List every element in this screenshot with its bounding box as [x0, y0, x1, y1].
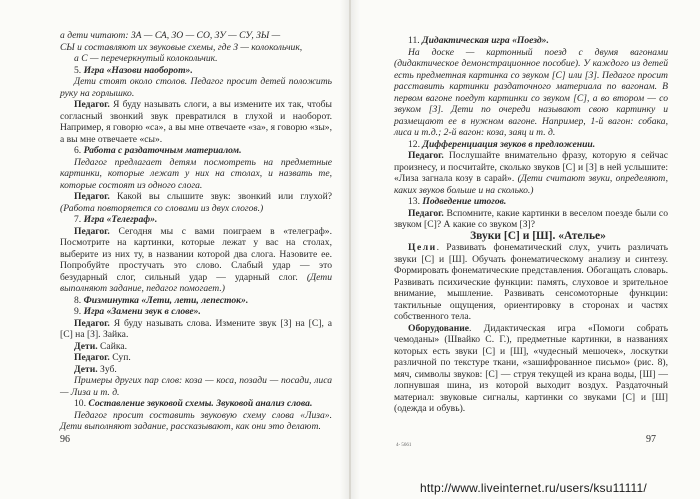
item-title: Игра «Назови наоборот».	[83, 64, 193, 76]
speech-text: Сайка.	[100, 340, 127, 352]
speaker-label: Дети.	[74, 363, 98, 375]
speech-text: Сегодня мы с вами поиграем в «телеграф». Посмотрите на картинки, которые лежат у вас на столах, выберите из них ту, в названии которой два слога. Назовите ее. Попробуйте простучать это слово. Слабый удар — это безударный слог, сильный удар — ударный слог.	[60, 225, 332, 283]
text-line: а С — перечеркнутый колокольчик.	[74, 53, 218, 64]
children-paragraph	[60, 341, 332, 353]
item-5	[60, 65, 332, 77]
item-number: 13.	[408, 196, 420, 207]
speech-text: Какой вы слышите звук: звонкий или глухой?	[117, 191, 332, 202]
teacher-paragraph	[60, 99, 332, 145]
item-number: 10.	[74, 398, 86, 409]
watermark-url: http://www.liveinternet.ru/users/ksu11111/	[420, 481, 647, 495]
stage-note: (Дети выполняют задание, педагог помогает.)	[60, 271, 332, 294]
speech-text: Зуб.	[100, 363, 117, 375]
left-page	[60, 30, 332, 433]
children-paragraph	[60, 364, 332, 376]
item-number: 11.	[408, 35, 420, 46]
item-number: 7.	[74, 214, 82, 225]
speaker-label: Педагог.	[74, 352, 110, 363]
speech-text: Я буду называть слоги, а вы измените их так, чтобы согласный звонкий звук превратился в глухой и наоборот. Например, я говорю «са», а вы мне отвечаете «за», я говорю «зы», а вы мне отвечаете «сы».	[60, 99, 332, 145]
goals-label: Цели	[408, 242, 437, 253]
text-line: СЫ и составляют их звуковые схемы, где З — колокольчик,	[60, 41, 303, 53]
equipment-text: . Дидактическая игра «Помоги собрать чемоданы» (Швайко С. Г.), предметные картинки, в названиях которых есть звуки [С] и [Ш], «чудесный мешочек», лоскутки различной по текстуре ткани, «зашифрованное письмо» (рис. 8), мяч, символы звуков: [С] — струя текущей из крана воды, [Ш] — лопнувшая шина, из которой выходит воздух. Раздаточный материал: звуковые сигналы, картинки со звуками [С] и [Ш] (одежда и обувь).	[394, 322, 668, 414]
item-number: 8.	[74, 294, 82, 306]
item-title: Игра «Замени звук в слове».	[83, 306, 201, 317]
right-page	[394, 35, 668, 415]
page-number-right: 97	[646, 434, 656, 445]
speaker-label: Педагог.	[408, 207, 444, 219]
item-12	[394, 139, 668, 151]
stage-note: (Работа повторяется со словами из двух слогов.)	[60, 202, 264, 214]
item-title: Физминутка «Лети, лети, лепесток».	[83, 294, 249, 306]
equipment-paragraph	[394, 323, 668, 415]
teacher-paragraph	[394, 150, 668, 196]
page-number-left: 96	[60, 434, 70, 445]
item-text: Педагог просит составить звуковую схему слова «Лиза». Дети выполняют задание, рассказывают, как они это делают.	[60, 409, 332, 432]
text-line: а дети читают: ЗА — СА, ЗО — СО, ЗУ — СУ, ЗЫ —	[60, 30, 281, 41]
item-title: Игра «Телеграф».	[83, 214, 158, 225]
print-signature: 4- 5661	[396, 443, 412, 448]
item-number: 12.	[408, 138, 420, 150]
item-13	[394, 196, 668, 208]
teacher-paragraph	[60, 318, 332, 341]
item-title: Подведение итогов.	[422, 196, 507, 207]
teacher-paragraph	[60, 352, 332, 364]
item-10	[60, 398, 332, 410]
speech-text: Я буду называть слова. Измените звук [З] на [С], а [С] на [З]. Зайка.	[60, 317, 332, 340]
speech-text: Суп.	[112, 352, 131, 363]
examples-text: Примеры других пар слов: коза — коса, позади — посади, лиса — Лиза и т. д.	[60, 375, 332, 398]
speaker-label: Педагог.	[408, 150, 444, 161]
goals-paragraph	[394, 242, 668, 323]
speech-text: Вспомните, какие картинки в веселом поезде были со звуком [С]? А какие со звуком [З]?	[394, 207, 668, 230]
teacher-paragraph	[60, 191, 332, 214]
item-7	[60, 214, 332, 226]
item-title: Дидактическая игра «Поезд».	[422, 35, 549, 46]
item-8	[60, 295, 332, 307]
item-title: Составление звуковой схемы. Звуковой анализ слова.	[88, 398, 313, 409]
teacher-paragraph	[60, 226, 332, 295]
section-heading: Звуки [С] и [Ш]. «Ателье»	[470, 229, 606, 242]
item-11	[394, 35, 668, 47]
item-text: На доске — картонный поезд с двумя вагонами (дидактическое демонстрационное пособие). У каждого из детей есть предметная картинка со звуком [С] или [З]. Педагог просит расставить картинки раздаточного материала по вагонам. В первом вагоне поедут картинки со звуком [С], а во втором — со звуком [З]. Дети по очереди называют свою картинку и размещают ее в нужном вагоне. Например, 1-й вагон: собака, лиса и т.д.; 2-й вагон: коза, заяц и т. д.	[394, 46, 668, 138]
speech-text: Послушайте внимательно фразу, которую я сейчас произнесу, и посчитайте, сколько звуков [С] и [З] в ней услышите: «Лиза загнала козу в сарай».	[394, 150, 668, 184]
speaker-label: Педагог.	[74, 99, 110, 110]
book-fold	[349, 0, 351, 499]
stage-note: (Дети считают звуки, определяют, каких звуков больше и на сколько.)	[394, 173, 668, 196]
speaker-label: Педагог.	[74, 225, 110, 237]
item-text: Педагог предлагает детям посмотреть на предметные картинки, которые лежат у них на столах, и назвать те, которые состоят из одного слога.	[60, 156, 332, 191]
item-number: 9.	[74, 306, 82, 317]
teacher-paragraph	[394, 208, 668, 231]
goals-text: . Развивать фонематический слух, учить различать звуки [С] и [Ш]. Обучать фонематическому анализу и синтезу. Формировать фонематические представления. Обогащать словарь. Развивать психические функции: память, слуховое и зрительное внимание, мышление. Развивать сенсомоторные функции: тактильные ощущения, ориентировку в сторонах и частях собственного тела.	[394, 242, 668, 322]
equipment-label: Оборудование	[408, 322, 470, 334]
item-number: 6.	[74, 145, 82, 156]
speaker-label: Педагог.	[74, 191, 110, 202]
item-text: Дети стоят около столов. Педагог просит детей положить руку на горлышко.	[60, 76, 332, 99]
item-title: Работа с раздаточным материалом.	[83, 145, 242, 156]
speaker-label: Педагог.	[74, 317, 110, 329]
item-9	[60, 306, 332, 318]
item-6	[60, 145, 332, 157]
item-number: 5.	[74, 64, 82, 76]
speaker-label: Дети.	[74, 340, 98, 352]
item-title: Дифференциация звуков в предложении.	[422, 138, 596, 150]
